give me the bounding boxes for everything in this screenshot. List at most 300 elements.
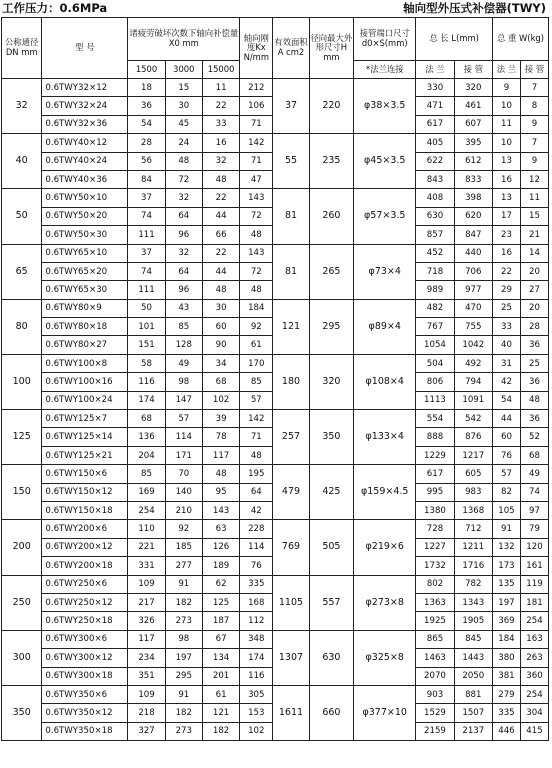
length-pipe-cell: 712: [454, 520, 492, 538]
disp-1500-cell: 217: [128, 593, 165, 611]
outer-dia-cell: 630: [309, 630, 354, 685]
length-flange-cell: 989: [416, 281, 454, 299]
weight-pipe-cell: 49: [520, 465, 548, 483]
weight-flange-cell: 60: [492, 428, 520, 446]
disp-15000-cell: 125: [202, 593, 239, 611]
stiffness-cell: 142: [240, 410, 273, 428]
table-row: [2, 685, 549, 703]
stiffness-cell: 71: [240, 115, 273, 133]
length-pipe-cell: 1716: [454, 557, 492, 575]
disp-1500-cell: 136: [128, 428, 165, 446]
length-pipe-cell: 977: [454, 281, 492, 299]
length-pipe-cell: 612: [454, 152, 492, 170]
port-cell: φ377×10: [354, 685, 416, 740]
disp-1500-cell: 74: [128, 207, 165, 225]
outer-dia-cell: 557: [309, 575, 354, 630]
weight-pipe-cell: 304: [520, 704, 548, 722]
area-cell: 257: [273, 410, 309, 465]
disp-3000-cell: 210: [165, 501, 202, 519]
model-cell: 0.6TWY200×12: [42, 538, 128, 556]
weight-flange-cell: 13: [492, 152, 520, 170]
weight-pipe-cell: 7: [520, 134, 548, 152]
length-flange-cell: 330: [416, 79, 454, 97]
disp-1500-cell: 36: [128, 97, 165, 115]
length-flange-cell: 1227: [416, 538, 454, 556]
model-cell: 0.6TWY250×6: [42, 575, 128, 593]
dn-cell: 125: [2, 410, 42, 465]
port-cell: φ57×3.5: [354, 189, 416, 244]
stiffness-cell: 116: [240, 667, 273, 685]
length-flange-cell: 617: [416, 465, 454, 483]
length-pipe-cell: 1091: [454, 391, 492, 409]
model-cell: 0.6TWY32×36: [42, 115, 128, 133]
model-cell: 0.6TWY32×12: [42, 79, 128, 97]
outer-dia-cell: 220: [309, 79, 354, 134]
port-cell: φ273×8: [354, 575, 416, 630]
table-row: [2, 575, 549, 593]
length-pipe-cell: 605: [454, 465, 492, 483]
dn-cell: 150: [2, 465, 42, 520]
area-cell: 1105: [273, 575, 309, 630]
weight-flange-cell: 44: [492, 410, 520, 428]
model-cell: 0.6TWY40×12: [42, 134, 128, 152]
dn-cell: 250: [2, 575, 42, 630]
length-flange-cell: 504: [416, 354, 454, 372]
disp-1500-cell: 254: [128, 501, 165, 519]
disp-3000-cell: 182: [165, 593, 202, 611]
disp-1500-cell: 204: [128, 446, 165, 464]
spec-table-body: [2, 79, 549, 741]
disp-3000-cell: 197: [165, 649, 202, 667]
stiffness-cell: 85: [240, 373, 273, 391]
length-flange-cell: 630: [416, 207, 454, 225]
disp-15000-cell: 102: [202, 391, 239, 409]
stiffness-cell: 61: [240, 336, 273, 354]
length-flange-cell: 857: [416, 226, 454, 244]
length-header: 总 长 L(mm): [416, 18, 493, 61]
table-row: [2, 630, 549, 648]
disp-1500-cell: 221: [128, 538, 165, 556]
disp-15000-cell: 22: [202, 97, 239, 115]
length-flange-cell: 728: [416, 520, 454, 538]
length-pipe-cell: 794: [454, 373, 492, 391]
length-flange-cell: 718: [416, 262, 454, 280]
length-flange-cell: 1925: [416, 612, 454, 630]
length-pipe-cell: 1905: [454, 612, 492, 630]
outer-dia-cell: 260: [309, 189, 354, 244]
length-pipe-cell: 461: [454, 97, 492, 115]
weight-pipe-cell: 415: [520, 722, 548, 740]
port-cell: φ325×8: [354, 630, 416, 685]
disp-15000-cell: 61: [202, 685, 239, 703]
disp-3000-cell: 15: [165, 79, 202, 97]
stiffness-cell: 76: [240, 557, 273, 575]
weight-flange-cell: 335: [492, 704, 520, 722]
area-cell: 55: [273, 134, 309, 189]
disp-3000-cell: 185: [165, 538, 202, 556]
area-cell: 1307: [273, 630, 309, 685]
weight-flange-cell: 57: [492, 465, 520, 483]
weight-pipe-cell: 254: [520, 612, 548, 630]
disp-3000-cell: 32: [165, 244, 202, 262]
stiffness-cell: 102: [240, 722, 273, 740]
disp-15000-cell: 126: [202, 538, 239, 556]
stiffness-cell: 106: [240, 97, 273, 115]
port-cell: φ38×3.5: [354, 79, 416, 134]
disp-1500-cell: 84: [128, 170, 165, 188]
dn-cell: 40: [2, 134, 42, 189]
weight-pipe-cell: 25: [520, 354, 548, 372]
model-cell: 0.6TWY125×21: [42, 446, 128, 464]
weight-pipe-cell: 15: [520, 207, 548, 225]
port-cell: φ45×3.5: [354, 134, 416, 189]
weight-pipe-cell: 20: [520, 262, 548, 280]
working-pressure-label: 工作压力：0.6MPa: [2, 1, 108, 15]
stiffness-cell: 64: [240, 483, 273, 501]
area-cell: 479: [273, 465, 309, 520]
dn-cell: 32: [2, 79, 42, 134]
model-cell: 0.6TWY32×24: [42, 97, 128, 115]
stiffness-cell: 48: [240, 446, 273, 464]
model-cell: 0.6TWY200×18: [42, 557, 128, 575]
length-flange-cell: 452: [416, 244, 454, 262]
disp-15000-cell: 121: [202, 704, 239, 722]
model-cell: 0.6TWY80×18: [42, 318, 128, 336]
length-pipe-cell: 847: [454, 226, 492, 244]
disp-3000-cell: 32: [165, 189, 202, 207]
table-row: [2, 134, 549, 152]
area-cell: 81: [273, 189, 309, 244]
weight-flange-cell: 82: [492, 483, 520, 501]
disp-15000-cell: 22: [202, 244, 239, 262]
disp-15000-cell: 68: [202, 373, 239, 391]
weight-flange-cell: 105: [492, 501, 520, 519]
disp-1500-cell: 111: [128, 226, 165, 244]
disp-15000-cell: 90: [202, 336, 239, 354]
disp-15000-cell: 134: [202, 649, 239, 667]
weight-flange-cell: 173: [492, 557, 520, 575]
weight-flange-cell: 135: [492, 575, 520, 593]
port-cell: φ89×4: [354, 299, 416, 354]
length-flange-cell: 482: [416, 299, 454, 317]
flange-connection-note: *法兰连接: [354, 61, 416, 79]
disp-15000-cell: 48: [202, 281, 239, 299]
disp-3000-cell: 30: [165, 97, 202, 115]
disp-3000-cell: 49: [165, 354, 202, 372]
weight-pipe-cell: 9: [520, 115, 548, 133]
disp-3000-cell: 182: [165, 704, 202, 722]
length-flange-cell: 888: [416, 428, 454, 446]
weight-flange-cell: 40: [492, 336, 520, 354]
model-header: 型 号: [42, 18, 128, 79]
disp-15000-cell: 34: [202, 354, 239, 372]
cycles-15000-header: 15000: [202, 61, 239, 79]
disp-15000-cell: 44: [202, 262, 239, 280]
disp-15000-cell: 117: [202, 446, 239, 464]
weight-pipe-cell: 12: [520, 170, 548, 188]
stiffness-cell: 195: [240, 465, 273, 483]
model-cell: 0.6TWY80×9: [42, 299, 128, 317]
weight-flange-cell: 16: [492, 244, 520, 262]
disp-1500-cell: 68: [128, 410, 165, 428]
length-flange-cell: 903: [416, 685, 454, 703]
disp-1500-cell: 54: [128, 115, 165, 133]
disp-1500-cell: 174: [128, 391, 165, 409]
model-cell: 0.6TWY100×16: [42, 373, 128, 391]
model-cell: 0.6TWY65×10: [42, 244, 128, 262]
stiffness-cell: 228: [240, 520, 273, 538]
weight-flange-cell: 184: [492, 630, 520, 648]
length-flange-cell: 1054: [416, 336, 454, 354]
disp-15000-cell: 187: [202, 612, 239, 630]
disp-3000-cell: 91: [165, 575, 202, 593]
length-flange-cell: 1529: [416, 704, 454, 722]
disp-3000-cell: 96: [165, 226, 202, 244]
length-pipe-cell: 881: [454, 685, 492, 703]
weight-flange-cell: 10: [492, 134, 520, 152]
weight-pipe-cell: 27: [520, 281, 548, 299]
stiffness-cell: 42: [240, 501, 273, 519]
length-flange-cell: 1732: [416, 557, 454, 575]
disp-3000-cell: 98: [165, 630, 202, 648]
dn-cell: 100: [2, 354, 42, 409]
model-cell: 0.6TWY200×6: [42, 520, 128, 538]
model-cell: 0.6TWY50×10: [42, 189, 128, 207]
disp-1500-cell: 234: [128, 649, 165, 667]
disp-1500-cell: 117: [128, 630, 165, 648]
weight-pipe-cell: 263: [520, 649, 548, 667]
weight-flange-cell: 42: [492, 373, 520, 391]
weight-flange-cell: 380: [492, 649, 520, 667]
port-cell: φ159×4.5: [354, 465, 416, 520]
stiffness-cell: 114: [240, 538, 273, 556]
model-cell: 0.6TWY300×12: [42, 649, 128, 667]
stiffness-cell: 348: [240, 630, 273, 648]
stiffness-header: 轴向刚度Kx N/mm: [240, 18, 273, 79]
weight-pipe-cell: 181: [520, 593, 548, 611]
weight-flange-cell: 381: [492, 667, 520, 685]
disp-1500-cell: 351: [128, 667, 165, 685]
stiffness-cell: 143: [240, 189, 273, 207]
weight-pipe-cell: 36: [520, 373, 548, 391]
length-pipe-cell: 1507: [454, 704, 492, 722]
weight-flange-header: 法 兰: [492, 61, 520, 79]
table-row: [2, 79, 549, 97]
disp-3000-cell: 273: [165, 612, 202, 630]
stiffness-cell: 170: [240, 354, 273, 372]
disp-15000-cell: 33: [202, 115, 239, 133]
model-cell: 0.6TWY150×12: [42, 483, 128, 501]
weight-flange-cell: 54: [492, 391, 520, 409]
disp-1500-cell: 85: [128, 465, 165, 483]
length-flange-cell: 1229: [416, 446, 454, 464]
stiffness-cell: 212: [240, 79, 273, 97]
disp-3000-cell: 72: [165, 170, 202, 188]
stiffness-cell: 335: [240, 575, 273, 593]
weight-pipe-cell: 120: [520, 538, 548, 556]
disp-3000-cell: 171: [165, 446, 202, 464]
weight-pipe-cell: 119: [520, 575, 548, 593]
disp-15000-cell: 78: [202, 428, 239, 446]
dn-cell: 200: [2, 520, 42, 575]
model-cell: 0.6TWY50×20: [42, 207, 128, 225]
disp-15000-cell: 48: [202, 170, 239, 188]
model-cell: 0.6TWY80×27: [42, 336, 128, 354]
weight-pipe-cell: 28: [520, 318, 548, 336]
port-cell: φ133×4: [354, 410, 416, 465]
disp-1500-cell: 109: [128, 685, 165, 703]
disp-1500-cell: 327: [128, 722, 165, 740]
compensator-spec-table: [1, 17, 549, 741]
stiffness-cell: 174: [240, 649, 273, 667]
disp-15000-cell: 39: [202, 410, 239, 428]
disp-1500-cell: 109: [128, 575, 165, 593]
length-pipe-cell: 607: [454, 115, 492, 133]
model-cell: 0.6TWY150×6: [42, 465, 128, 483]
weight-pipe-cell: 8: [520, 97, 548, 115]
weight-flange-cell: 33: [492, 318, 520, 336]
disp-1500-cell: 116: [128, 373, 165, 391]
model-cell: 0.6TWY65×20: [42, 262, 128, 280]
weight-flange-cell: 197: [492, 593, 520, 611]
weight-pipe-cell: 11: [520, 189, 548, 207]
table-row: [2, 244, 549, 262]
model-cell: 0.6TWY40×24: [42, 152, 128, 170]
cycles-3000-header: 3000: [165, 61, 202, 79]
model-cell: 0.6TWY40×36: [42, 170, 128, 188]
disp-15000-cell: 32: [202, 152, 239, 170]
weight-pipe-cell: 68: [520, 446, 548, 464]
weight-pipe-cell: 36: [520, 336, 548, 354]
disp-3000-cell: 114: [165, 428, 202, 446]
dn-cell: 350: [2, 685, 42, 740]
outer-dia-cell: 505: [309, 520, 354, 575]
length-pipe-cell: 492: [454, 354, 492, 372]
stiffness-cell: 112: [240, 612, 273, 630]
table-row: [2, 189, 549, 207]
length-pipe-cell: 876: [454, 428, 492, 446]
length-flange-cell: 1363: [416, 593, 454, 611]
length-pipe-cell: 1217: [454, 446, 492, 464]
model-cell: 0.6TWY100×8: [42, 354, 128, 372]
disp-1500-cell: 18: [128, 79, 165, 97]
stiffness-cell: 48: [240, 281, 273, 299]
disp-15000-cell: 143: [202, 501, 239, 519]
table-row: [2, 520, 549, 538]
disp-3000-cell: 96: [165, 281, 202, 299]
length-flange-cell: 471: [416, 97, 454, 115]
length-flange-cell: 2159: [416, 722, 454, 740]
disp-15000-cell: 60: [202, 318, 239, 336]
dn-cell: 65: [2, 244, 42, 299]
outer-dia-cell: 265: [309, 244, 354, 299]
disp-3000-cell: 85: [165, 318, 202, 336]
table-title: 轴向型外压式补偿器(TWY): [403, 1, 546, 15]
outer-dia-cell: 320: [309, 354, 354, 409]
length-pipe-cell: 755: [454, 318, 492, 336]
table-row: [2, 410, 549, 428]
weight-pipe-cell: 48: [520, 391, 548, 409]
disp-3000-cell: 91: [165, 685, 202, 703]
weight-pipe-cell: 52: [520, 428, 548, 446]
area-cell: 121: [273, 299, 309, 354]
weight-pipe-cell: 163: [520, 630, 548, 648]
weight-flange-cell: 31: [492, 354, 520, 372]
disp-15000-cell: 95: [202, 483, 239, 501]
weight-pipe-cell: 9: [520, 152, 548, 170]
length-flange-cell: 622: [416, 152, 454, 170]
model-cell: 0.6TWY300×6: [42, 630, 128, 648]
length-pipe-cell: 440: [454, 244, 492, 262]
length-pipe-cell: 1042: [454, 336, 492, 354]
disp-3000-cell: 98: [165, 373, 202, 391]
stiffness-cell: 72: [240, 262, 273, 280]
outer-dia-cell: 350: [309, 410, 354, 465]
dn-header: 公称通径DN mm: [2, 18, 42, 79]
area-cell: 1611: [273, 685, 309, 740]
model-cell: 0.6TWY350×6: [42, 685, 128, 703]
length-flange-cell: 2070: [416, 667, 454, 685]
weight-flange-cell: 13: [492, 189, 520, 207]
stiffness-cell: 305: [240, 685, 273, 703]
length-pipe-cell: 1368: [454, 501, 492, 519]
weight-flange-cell: 17: [492, 207, 520, 225]
model-cell: 0.6TWY350×18: [42, 722, 128, 740]
disp-15000-cell: 11: [202, 79, 239, 97]
disp-3000-cell: 147: [165, 391, 202, 409]
weight-flange-cell: 25: [492, 299, 520, 317]
length-flange-cell: 806: [416, 373, 454, 391]
cycles-1500-header: 1500: [128, 61, 165, 79]
length-pipe-cell: 620: [454, 207, 492, 225]
stiffness-cell: 47: [240, 170, 273, 188]
length-flange-header: 法 兰: [416, 61, 454, 79]
length-pipe-cell: 398: [454, 189, 492, 207]
weight-pipe-cell: 360: [520, 667, 548, 685]
length-pipe-cell: 1211: [454, 538, 492, 556]
displacement-header: 诸疲劳破坏次数下轴向补偿量X0 mm: [128, 18, 240, 61]
disp-15000-cell: 189: [202, 557, 239, 575]
disp-15000-cell: 30: [202, 299, 239, 317]
weight-pipe-cell: 79: [520, 520, 548, 538]
weight-flange-cell: 16: [492, 170, 520, 188]
stiffness-cell: 72: [240, 207, 273, 225]
model-cell: 0.6TWY125×7: [42, 410, 128, 428]
disp-15000-cell: 44: [202, 207, 239, 225]
disp-1500-cell: 28: [128, 134, 165, 152]
stiffness-cell: 153: [240, 704, 273, 722]
disp-1500-cell: 58: [128, 354, 165, 372]
disp-1500-cell: 326: [128, 612, 165, 630]
length-flange-cell: 405: [416, 134, 454, 152]
weight-flange-cell: 132: [492, 538, 520, 556]
model-cell: 0.6TWY250×18: [42, 612, 128, 630]
disp-3000-cell: 140: [165, 483, 202, 501]
length-flange-cell: 865: [416, 630, 454, 648]
disp-1500-cell: 74: [128, 262, 165, 280]
disp-3000-cell: 48: [165, 152, 202, 170]
length-flange-cell: 995: [416, 483, 454, 501]
table-row: [2, 299, 549, 317]
disp-15000-cell: 201: [202, 667, 239, 685]
stiffness-cell: 71: [240, 152, 273, 170]
length-flange-cell: 843: [416, 170, 454, 188]
length-pipe-cell: 1443: [454, 649, 492, 667]
disp-1500-cell: 110: [128, 520, 165, 538]
length-flange-cell: 1113: [416, 391, 454, 409]
length-flange-cell: 1380: [416, 501, 454, 519]
area-cell: 180: [273, 354, 309, 409]
